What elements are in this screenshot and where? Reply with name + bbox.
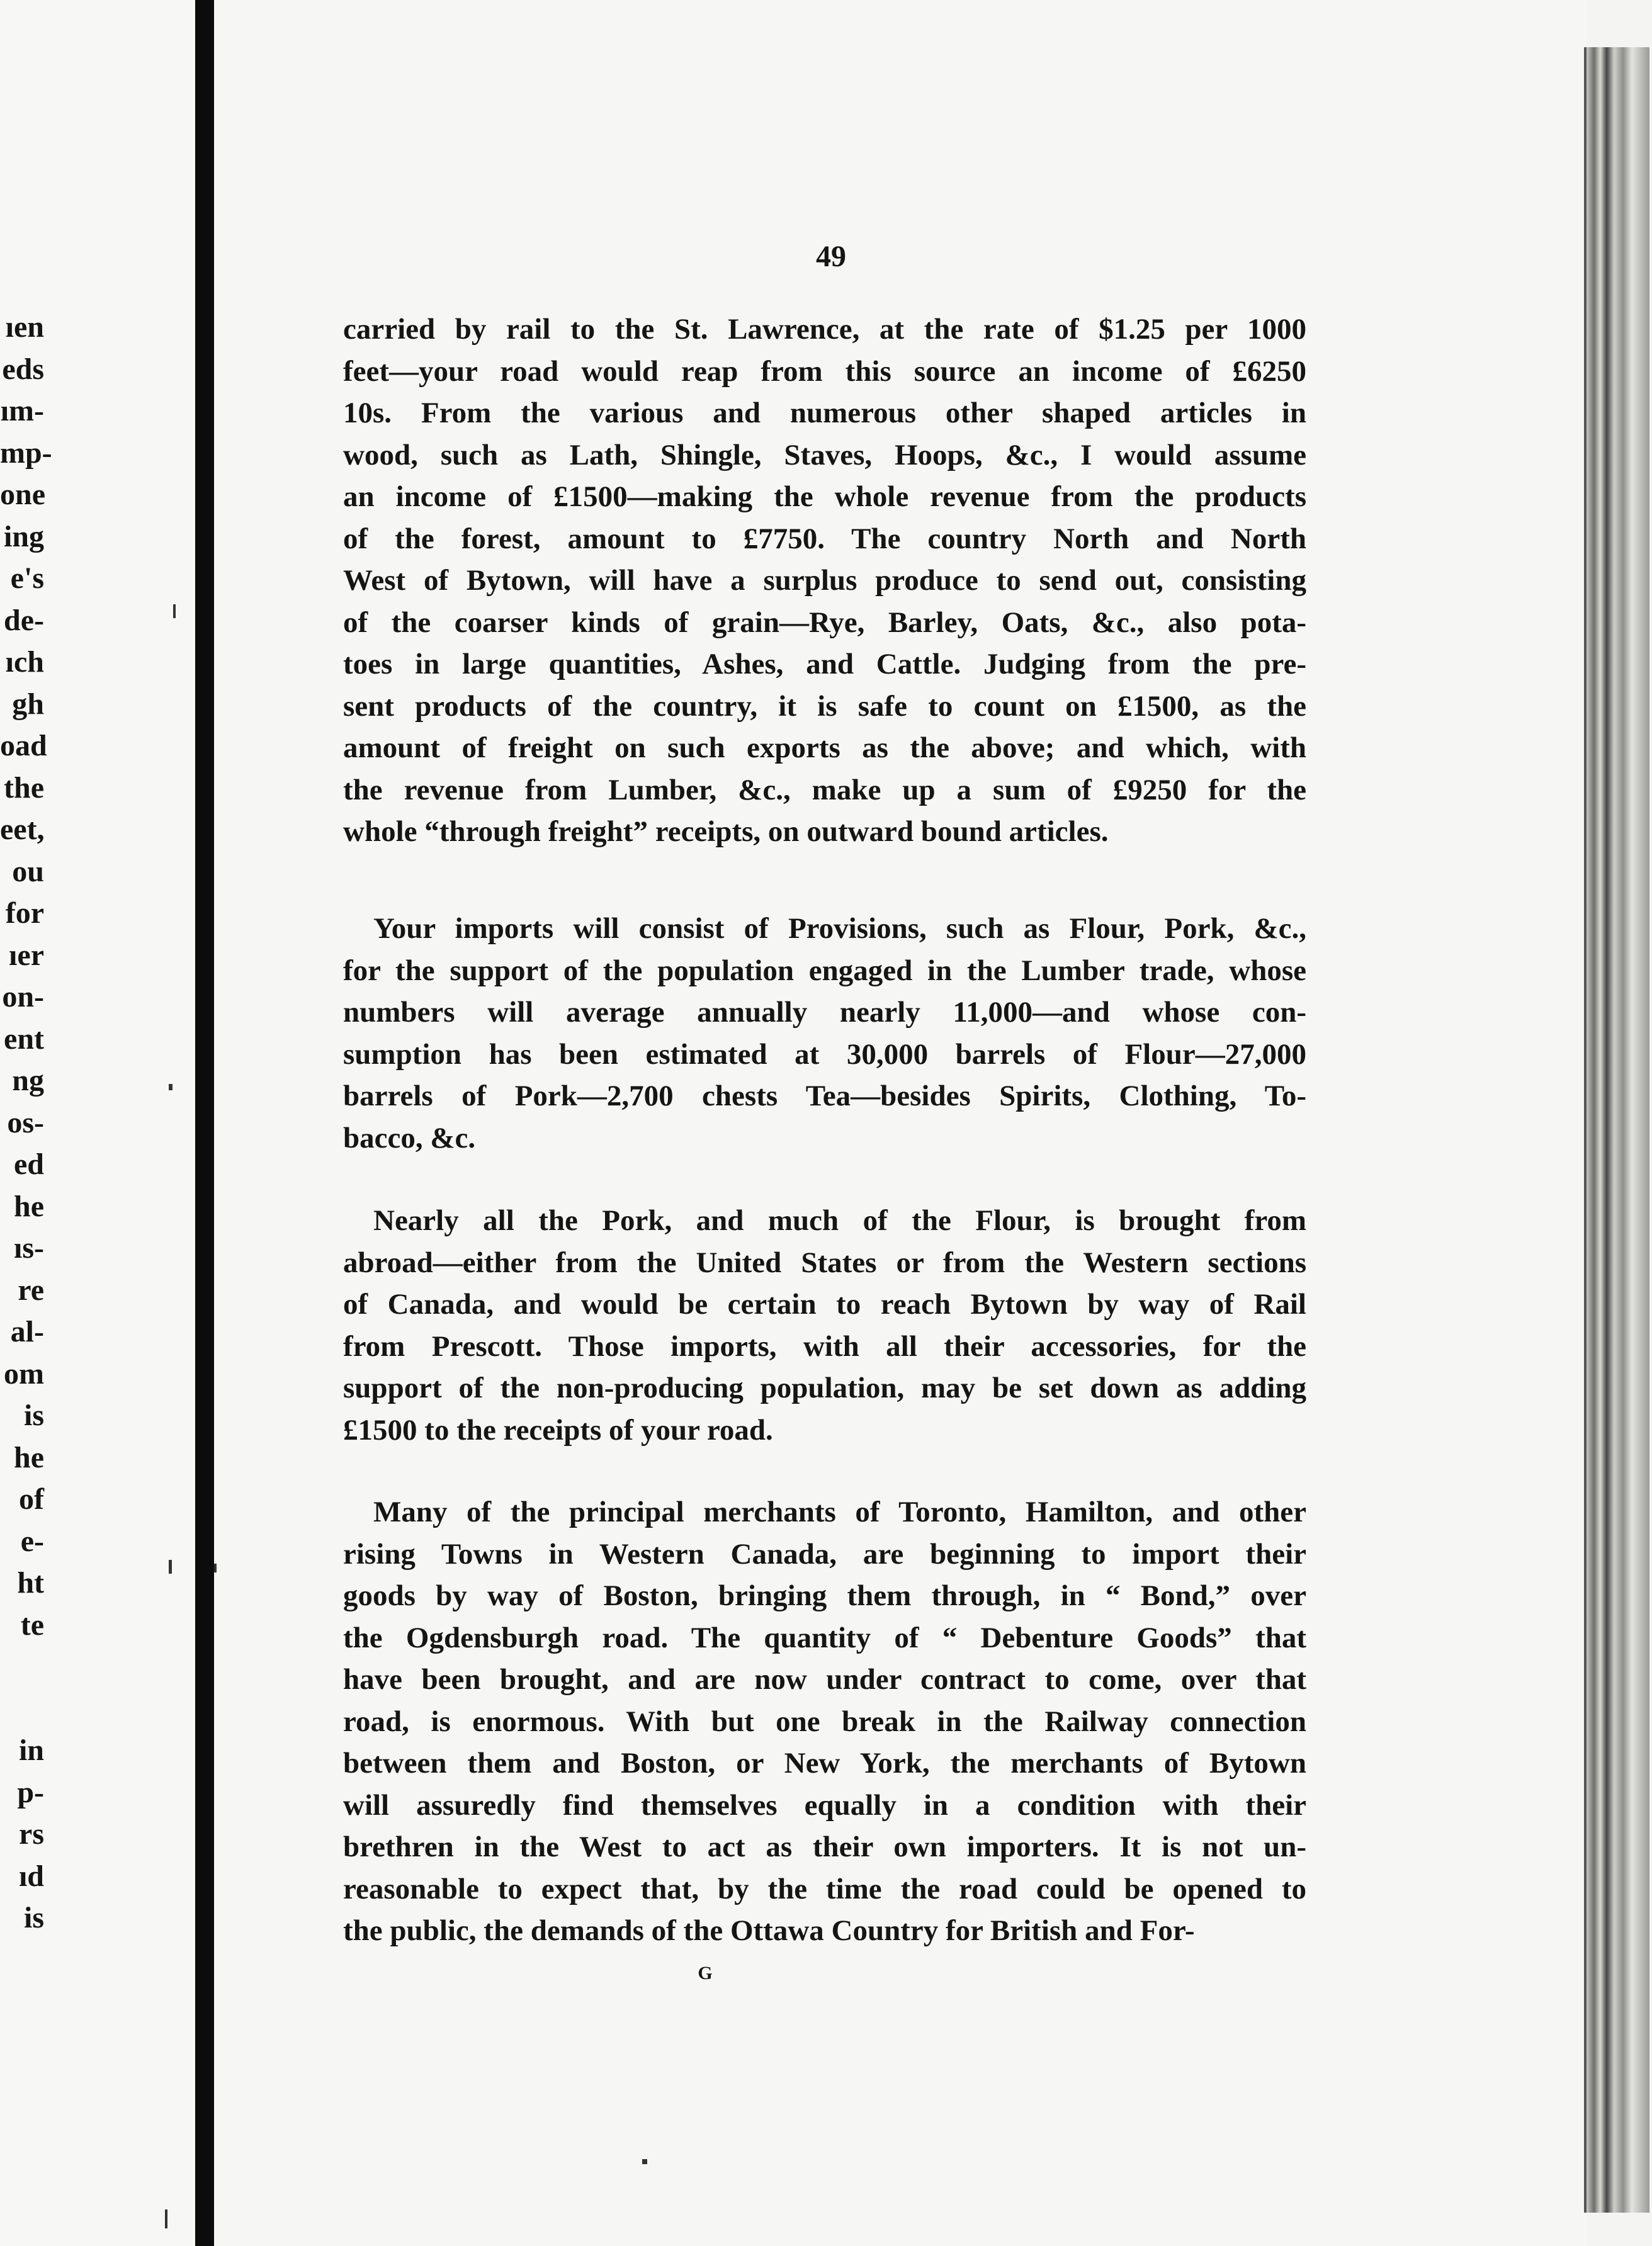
ink-speck [173, 604, 176, 618]
facing-page-fragment: ıch [5, 645, 44, 679]
text-line: 10s. From the various and numerous other shaped articles in [343, 397, 1306, 429]
text-line: Nearly all the Pork, and much of the Flour, is brought from [373, 1204, 1306, 1237]
text-line: £1500 to the receipts of your road. [343, 1413, 773, 1447]
facing-page-fragment: ou [12, 854, 44, 888]
facing-page-fragment: al- [10, 1315, 44, 1348]
facing-page-fragment: mp- [0, 436, 52, 470]
text-line: Many of the principal merchants of Toronto, Hamilton, and other [373, 1496, 1306, 1528]
text-line: feet—your road would reap from this source an income of £6250 [343, 354, 1306, 388]
text-line: brethren in the West to act as their own importers. It is not un- [343, 1831, 1306, 1863]
text-line: whole “through freight” receipts, on outward bound articles. [343, 815, 1109, 848]
text-line: sent products of the country, it is safe to count on £1500, as the [343, 689, 1306, 723]
facing-page-fragment: the [4, 770, 44, 804]
text-line: the Ogdensburgh road. The quantity of “ Debenture Goods” that [343, 1621, 1306, 1654]
facing-page-fragment: e's [10, 562, 44, 595]
signature-mark: G [698, 1963, 713, 1984]
facing-page-fragment: re [18, 1273, 44, 1307]
text-line: the revenue from Lumber, &c., make up a sum of £9250 for the [343, 773, 1306, 806]
ink-speck [642, 2159, 647, 2164]
text-line: goods by way of Boston, bringing them through, in “ Bond,” over [343, 1579, 1306, 1612]
paragraph-2 [343, 908, 1306, 1159]
text-line: rising Towns in Western Canada, are beginning to import their [343, 1537, 1306, 1571]
paragraph-1 [343, 308, 1306, 853]
ink-speck [165, 2209, 167, 2228]
text-line: amount of freight on such exports as the above; and which, with [343, 731, 1306, 764]
facing-page-fragment: om [4, 1357, 44, 1391]
paragraph-3 [343, 1200, 1306, 1451]
facing-page-fragment: os- [7, 1105, 44, 1139]
facing-page-fragment: ıen [5, 310, 44, 344]
text-line: will assuredly find themselves equally in a condition with their [343, 1788, 1306, 1822]
facing-page-fragment: de- [4, 603, 44, 637]
ink-speck [169, 1560, 172, 1574]
facing-page-fragment: ng [12, 1064, 44, 1097]
text-line: support of the non-producing population, may be set down as adding [343, 1372, 1306, 1404]
ink-speck [169, 1084, 173, 1090]
facing-page-fragment: ent [4, 1022, 44, 1056]
text-line: of the forest, amount to £7750. The country North and North [343, 522, 1306, 555]
text-line: Your imports will consist of Provisions, such as Flour, Pork, &c., [373, 912, 1306, 945]
facing-page-fragment: in [18, 1734, 44, 1767]
facing-page [0, 0, 195, 2246]
facing-page-fragment: ım- [0, 394, 44, 427]
ink-speck [214, 1564, 217, 1572]
text-line: from Prescott. Those imports, with all their accessories, for the [343, 1329, 1306, 1363]
text-line: sumption has been estimated at 30,000 barrels of Flour—27,000 [343, 1037, 1306, 1071]
paragraph-4 [343, 1491, 1306, 1952]
text-line: reasonable to expect that, by the time the road could be opened to [343, 1872, 1306, 1905]
facing-page-fragment: ed [14, 1148, 44, 1181]
text-line: road, is enormous. With but one break in the Railway connection [343, 1705, 1306, 1738]
text-line: for the support of the population engaged in the Lumber trade, whose [343, 954, 1306, 987]
text-line: numbers will average annually nearly 11,000—and whose con- [343, 996, 1306, 1029]
text-line: between them and Boston, or New York, the merchants of Bytown [343, 1747, 1306, 1780]
facing-page-fragment: ıd [18, 1859, 44, 1893]
text-line: wood, such as Lath, Shingle, Staves, Hoops, &c., I would assume [343, 438, 1306, 471]
text-line: West of Bytown, will have a surplus produce to send out, consisting [343, 564, 1306, 597]
facing-page-fragment: gh [12, 687, 44, 721]
facing-page-fragment: eet, [0, 813, 45, 846]
page-stack-edge [1587, 47, 1649, 2213]
book-gutter [195, 0, 214, 2246]
facing-page-fragment: p- [17, 1775, 44, 1809]
text-line: an income of £1500—making the whole revenue from the products [343, 480, 1306, 513]
facing-page-fragment: rs [19, 1817, 44, 1851]
text-line: carried by rail to the St. Lawrence, at the rate of $1.25 per 1000 [343, 313, 1306, 346]
facing-page-fragment: for [5, 896, 44, 930]
text-line: bacco, &c. [343, 1121, 476, 1154]
facing-page-fragment: one [0, 478, 45, 511]
facing-page-fragment: ht [17, 1566, 44, 1600]
facing-page-fragment: he [14, 1189, 44, 1223]
text-line: of Canada, and would be certain to reach Bytown by way of Rail [343, 1288, 1306, 1321]
text-line: barrels of Pork—2,700 chests Tea—besides Spirits, Clothing, To- [343, 1080, 1306, 1112]
facing-page-fragment: ıer [9, 938, 44, 972]
facing-page-fragment: e- [20, 1524, 44, 1558]
text-line: have been brought, and are now under contract to come, over that [343, 1663, 1306, 1696]
facing-page-fragment: he [14, 1440, 44, 1474]
facing-page-fragment: is [23, 1901, 44, 1934]
facing-page-fragment: ıs- [14, 1231, 44, 1265]
facing-page-fragment: eds [2, 352, 44, 386]
text-line: toes in large quantities, Ashes, and Cattle. Judging from the pre- [343, 648, 1306, 680]
facing-page-fragment: ing [3, 519, 44, 553]
facing-page-fragment: is [23, 1399, 44, 1432]
text-line: the public, the demands of the Ottawa Country for British and For- [343, 1914, 1195, 1947]
text-line: of the coarser kinds of grain—Rye, Barley, Oats, &c., also pota- [343, 606, 1306, 639]
facing-page-fragment: of [19, 1482, 44, 1516]
page-number: 49 [816, 240, 846, 273]
facing-page-fragment: te [20, 1608, 44, 1642]
facing-page-fragment: oad [0, 729, 47, 762]
text-line: abroad—either from the United States or from the Western sections [343, 1246, 1306, 1279]
facing-page-fragment: on- [2, 980, 44, 1013]
